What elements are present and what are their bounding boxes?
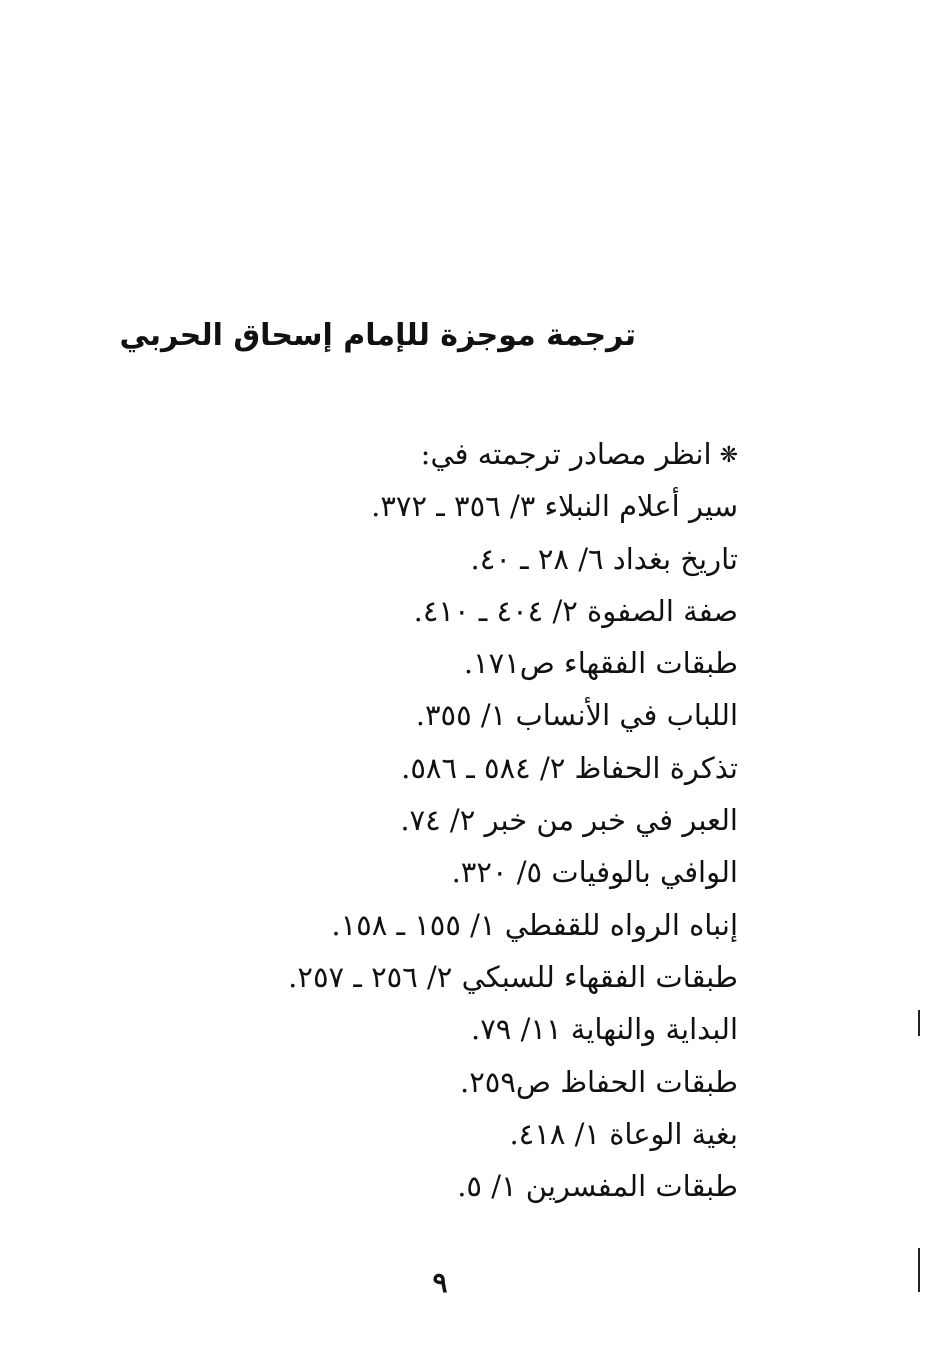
scan-edge-mark xyxy=(918,1248,920,1292)
source-item: البداية والنهاية ١١/ ٧٩. xyxy=(471,1012,738,1047)
source-item: تذكرة الحفاظ ٢/ ٥٨٤ ـ ٥٨٦. xyxy=(401,750,738,785)
source-item: طبقات الحفاظ ص٢٥٩. xyxy=(459,1064,738,1099)
sources-intro xyxy=(288,428,738,480)
source-item: طبقات الفقهاء للسبكي ٢/ ٢٥٦ ـ ٢٥٧. xyxy=(288,959,738,994)
source-item: العبر في خبر من خبر ٢/ ٧٤. xyxy=(400,803,738,838)
source-item: سير أعلام النبلاء ٣/ ٣٥٦ ـ ٣٧٢. xyxy=(371,489,738,524)
source-item: الوافي بالوفيات ٥/ ٣٢٠. xyxy=(451,855,738,890)
page-title: ترجمة موجزة للإمام إسحاق الحربي xyxy=(119,318,636,353)
sources-intro-text: انظر مصادر ترجمته في: xyxy=(420,437,712,471)
asterisk-icon: ❋ xyxy=(719,442,738,468)
scan-edge-mark xyxy=(918,1010,920,1036)
page-number: ٩ xyxy=(432,1266,448,1299)
source-item: اللباب في الأنساب ١/ ٣٥٥. xyxy=(415,698,738,733)
source-item: طبقات المفسرين ١/ ٥. xyxy=(457,1169,738,1204)
source-item: صفة الصفوة ٢/ ٤٠٤ ـ ٤١٠. xyxy=(413,593,738,628)
source-item: بغية الوعاة ١/ ٤١٨. xyxy=(509,1116,738,1151)
source-item: طبقات الفقهاء ص١٧١. xyxy=(463,646,738,681)
source-item: إنباه الرواه للقفطي ١/ ١٥٥ ـ ١٥٨. xyxy=(331,907,738,942)
source-item: تاريخ بغداد ٦/ ٢٨ ـ ٤٠. xyxy=(470,541,738,576)
sources-block xyxy=(288,428,738,1212)
